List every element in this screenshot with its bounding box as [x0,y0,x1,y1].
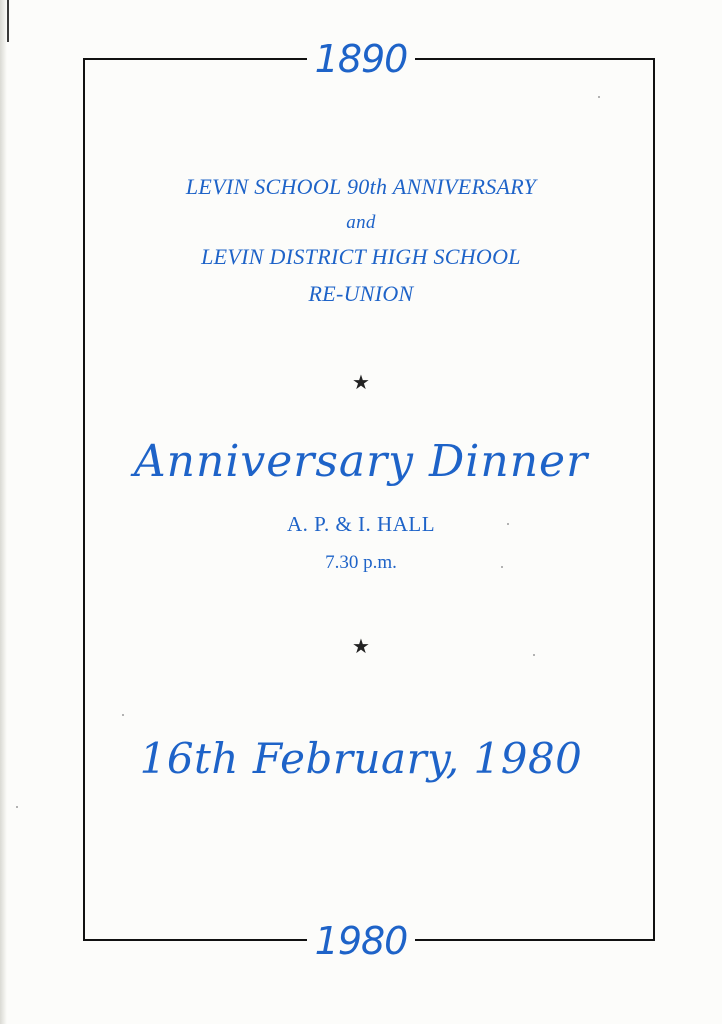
heading-line-1: LEVIN SCHOOL 90th ANNIVERSARY [185,174,537,199]
scan-speck [16,806,18,808]
year-top-text: 1890 [307,37,416,81]
heading-line-2: and [346,212,376,233]
heading-line-4: RE-UNION [308,281,414,306]
card-spine-shadow [0,0,7,1024]
event-title: Anniversary Dinner [133,436,589,487]
scan-speck [533,654,535,656]
year-bottom [0,919,722,963]
scan-speck [598,96,600,98]
event-venue: A. P. & I. HALL [286,512,436,536]
event-time: 7.30 p.m. [325,552,397,573]
scan-speck [507,523,509,525]
year-top [0,37,722,81]
star-icon: ★ [352,370,370,394]
event-date: 16th February, 1980 [139,734,583,783]
scan-speck [122,714,124,716]
year-bottom-text: 1980 [307,919,416,963]
spine-mark [7,0,9,42]
heading-line-3: LEVIN DISTRICT HIGH SCHOOL [201,244,521,269]
star-icon: ★ [352,634,370,658]
scan-speck [501,566,503,568]
